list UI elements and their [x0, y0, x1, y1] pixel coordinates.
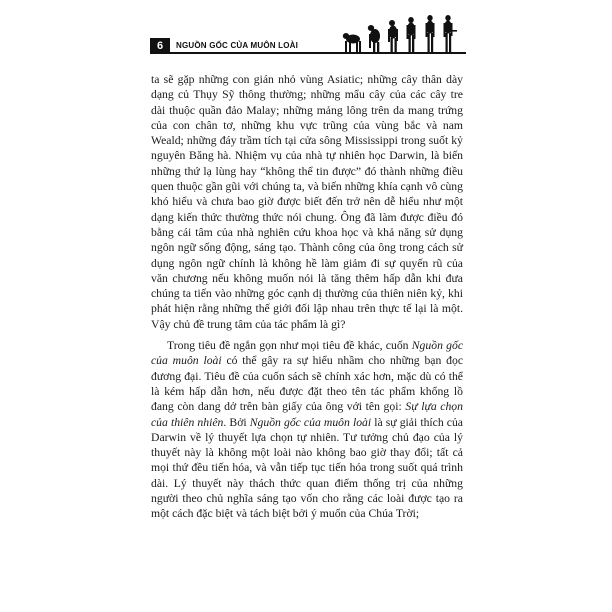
running-title: NGUỒN GỐC CỦA MUÔN LOÀI [176, 41, 299, 50]
book-title-italic-2: Nguồn gốc của muôn loài [249, 415, 372, 429]
ape-silhouette-icon [343, 33, 361, 53]
page-number: 6 [150, 38, 170, 54]
body-text [151, 72, 463, 522]
paragraph-2-text-c: . Bởi [223, 415, 250, 429]
book-title-italic: Nguồn gốc của muôn loài [151, 339, 464, 368]
hunched-ape-silhouette-icon [368, 25, 380, 53]
work-title-italic: Sự lựa chọn của thiên nhiên [151, 400, 463, 429]
hominid-silhouette-icon [407, 17, 416, 53]
paragraph-2 [151, 338, 463, 522]
human-evolution-silhouettes-icon [340, 14, 458, 54]
early-hominid-silhouette-icon [388, 20, 398, 53]
paragraph-2-text-d: là sự giải thích của Darwin về lý thuyết lựa chọn tự nhiên. Tư tưởng chủ đạo của lý thuyết này là không một loài nào không bao giờ thay đổi; tất cả mọi thứ đều tiến hóa, và vẫn tiếp tục tiến hóa trong suốt quá trình dài. Lý thuyết này thách thức quan điểm thống trị của những người theo chủ nghĩa sáng tạo vốn cho rằng các loài được tạo ra một cách đặc biệt và tách biệt bởi ý muốn của Chúa Trời; [151, 415, 463, 521]
paragraph-1: ta sẽ gặp những con gián nhỏ vùng Asiatic; những cây thân dày dạng củ Thụy Sỹ thông thường; những mẩu cây của các cây tre dài thuộc quần đảo Malay; những mảng lông trên da mang trứng của con chân tơ, những khu vực trũng của vùng bắc và nam Weald; những đáy trầm tích tại cửa sông Mississippi trong suốt kỷ nguyên Băng hà. Nhiệm vụ của nhà tự nhiên học Darwin, là biến những thứ lạ lùng hay “không thể tin được” đó thành những điều quen thuộc gần gũi với chúng ta, và biến những khía cạnh vô cùng khó hiểu và chưa bao giờ được biết đến trở nên dễ hiểu như một dạng kiến thức thường thức nói chung. Ông đã làm được điều đó bằng cái tâm của nhà nghiên cứu khoa học và khả năng sử dụng ngôn ngữ sống động, sáng tạo. Thành công của ông trong cách sử dụng ngôn ngữ chính là không hề làm giảm đi sự quyến rũ của văn chương nếu không muốn nói là tăng thêm hấp dẫn khi đưa chúng ta tiến vào những góc cạnh dị thường của thiên niên kỷ, khi phát hiện rằng những thế giới đối lập nhau trên thực tế lại là một. Vậy chủ đề trung tâm của tác phẩm là gì? [151, 73, 463, 331]
paragraph-2-text-b: có thể gây ra sự hiểu nhầm cho những bạn đọc đương đại. Tiêu đề của cuốn sách sẽ chính xác hơn, mặc dù có thể là kém hấp dẫn hơn, nếu được đặt theo tên tác phẩm khổng lồ đang còn dang dở trên bàn giấy của ông với tên gọi: [151, 354, 464, 414]
human-with-tool-silhouette-icon [444, 15, 458, 53]
modern-human-silhouette-icon [426, 15, 435, 53]
paragraph-2-text-a: Trong tiêu đề ngắn gọn như mọi tiêu đề khác, cuốn [167, 339, 412, 353]
